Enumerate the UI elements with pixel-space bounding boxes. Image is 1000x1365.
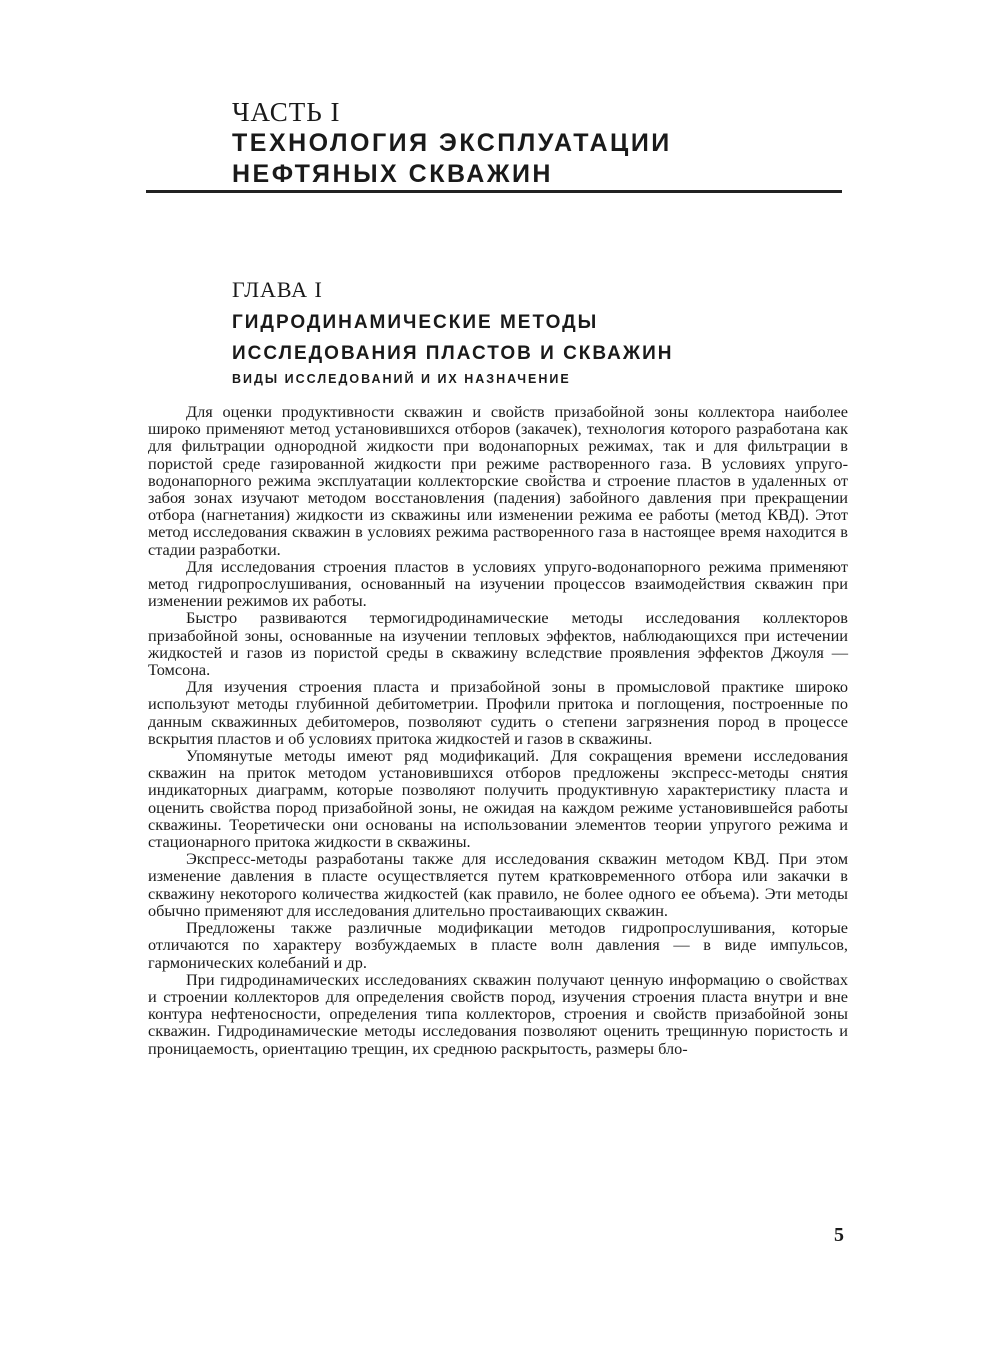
body-text (148, 403, 848, 1057)
chapter-title-line-1: ГИДРОДИНАМИЧЕСКИЕ МЕТОДЫ (232, 312, 599, 333)
paragraph-3: Быстро развиваются термогидродинамические методы исследования коллекторов призабойной зоны, основанные на изучении тепловых эффектов, наблюдающихся при истечении жидкостей и газов из пористой среды в скважину вследствие проявления эффектов Джоуля — Томсона. (148, 608, 848, 680)
page-number: 5 (834, 1224, 844, 1246)
chapter-label: ГЛАВА I (232, 277, 323, 302)
paragraph-5: Упомянутые методы имеют ряд модификаций. Для сокращения времени исследования скважин на приток методом установившихся отборов предложены экспресс-методы снятия индикаторных диаграмм, которые позволяют получить продуктивную характеристику пласта и оценить свойства пород призабойной зоны, не ожидая на каждом режиме установившейся работы скважины. Теоретически они основаны на использовании элементов теории упругого режима и стационарного притока жидкости в скважины. (148, 746, 848, 852)
paragraph-2: Для исследования строения пластов в условиях упруго-водонапорного режима применяют метод гидропрослушивания, основанный на изучении процессов взаимодействия скважин при изменении режимов их работы. (148, 556, 848, 611)
part-header (232, 96, 852, 190)
part-label: ЧАСТЬ I (232, 97, 341, 127)
part-title-line-1: ТЕХНОЛОГИЯ ЭКСПЛУАТАЦИИ (232, 129, 672, 157)
chapter-header (232, 275, 852, 367)
part-divider-rule (146, 190, 842, 193)
paragraph-4: Для изучения строения пласта и призабойной зоны в промысловой практике широко используют методы глубинной дебитометрии. Профили притока и поглощения, построенные по данным скважинных дебитомеров, позволяют судить о степени загрязнения пород в процессе вскрытия пластов и об условиях притока жидкостей и газов в скважины. (148, 677, 848, 748)
paragraph-1: Для оценки продуктивности скважин и свойств призабойной зоны коллектора наиболее широко применяют метод установившихся отборов (закачек), технология которого разработана как для фильтрации однородной жидкости при водонапорных режимах, так и для фильтрации в пористой среде газированной жидкости при режиме растворенного газа. В условиях упруго-водонапорного режима эксплуатации коллекторские свойства и строение пластов в удаленных от забоя зонах изучают методом восстановления (падения) забойного давления при прекращении отбора (нагнетания) жидкости из скважины или изменении режима ее работы (метод КВД). Этот метод исследования скважин в условиях режима растворенного газа в настоящее время находится в стадии разработки. (148, 402, 848, 559)
chapter-title-line-2: ИССЛЕДОВАНИЯ ПЛАСТОВ И СКВАЖИН (232, 343, 674, 364)
paragraph-7: Предложены также различные модификации методов гидропрослушивания, которые отличаются по характеру возбуждаемых в пласте волн давления — в виде импульсов, гармонических колебаний и др. (148, 918, 848, 972)
section-heading: ВИДЫ ИССЛЕДОВАНИЙ И ИХ НАЗНАЧЕНИЕ (232, 372, 571, 386)
part-title-line-2: НЕФТЯНЫХ СКВАЖИН (232, 160, 553, 188)
paragraph-6: Экспресс-методы разработаны также для исследования скважин методом КВД. При этом изменение давления в пласте осуществляется путем кратковременного отбора или закачки в скважину некоторого количества жидкостей (как правило, не более одного ее объема). Эти методы обычно применяют для исследования длительно простаивающих скважин. (148, 849, 848, 920)
paragraph-8: При гидродинамических исследованиях скважин получают ценную информацию о свойствах и строении коллекторов для определения свойств пород, изучения строения пласта внутри и вне контура нефтеносности, определения типа коллекторов, строения и свойств призабойной зоны скважин. Гидродинамические методы исследования позволяют оценить трещинную пористость и проницаемость, ориентацию трещин, их среднюю раскрытость, размеры бло- (148, 969, 848, 1058)
